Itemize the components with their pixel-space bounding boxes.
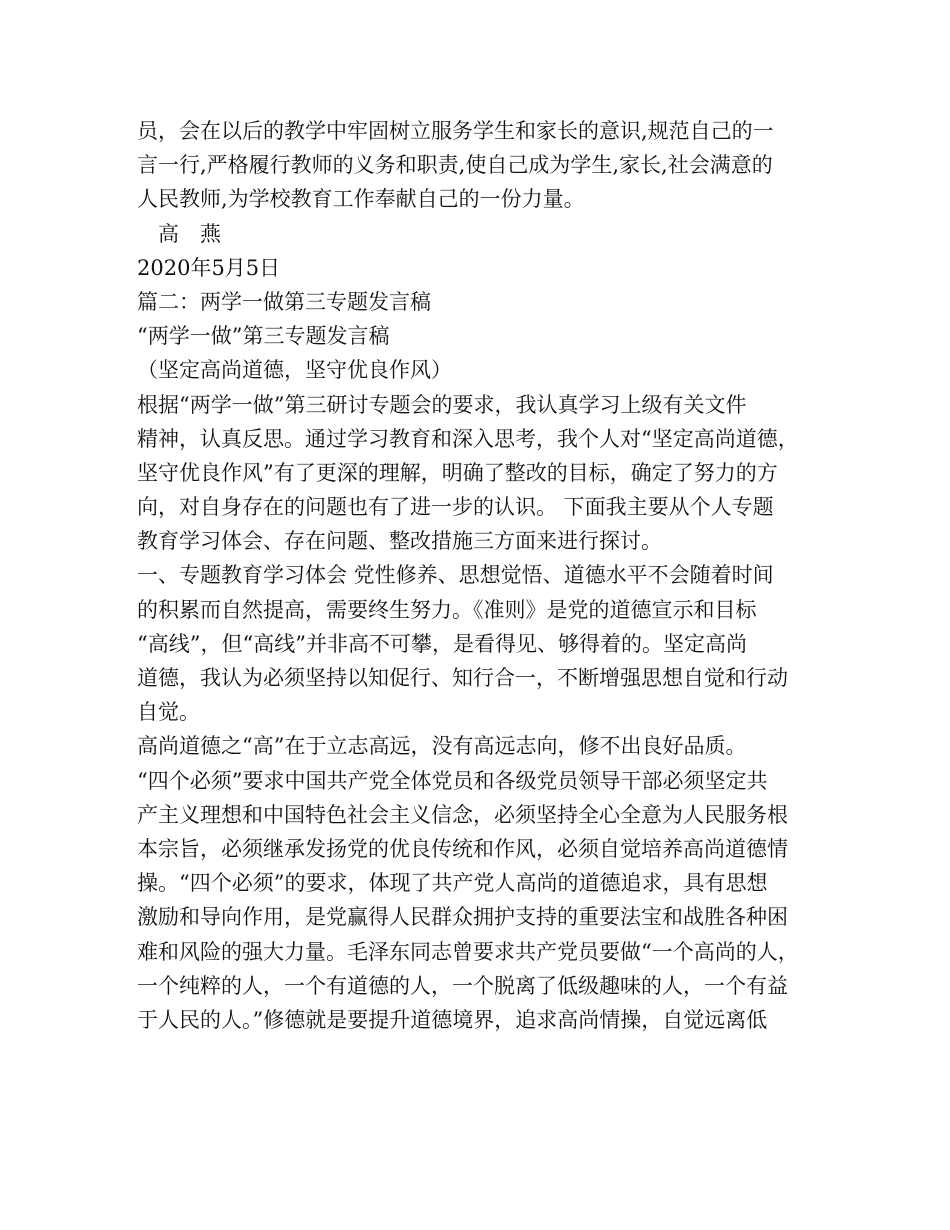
text-line: 一、专题教育学习体会 党性修养、思想觉悟、道德水平不会随着时间 (137, 563, 774, 588)
speech-subtitle: （坚定高尚道德，坚守优良作风） (137, 358, 452, 383)
text-line: 的积累而自然提高，需要终生努力。《准则》是党的道德宣示和目标 (137, 597, 757, 622)
text-line: 教育学习体会、存在问题、整改措施三方面来进行探讨。 (137, 529, 662, 554)
text-line: 产主义理想和中国特色社会主义信念，必须坚持全心全意为人民服务根 (137, 802, 788, 827)
text-line: “高线”，但“高线”并非高不可攀，是看得见、够得着的。坚定高尚 (137, 631, 747, 656)
section-heading: 篇二：两学一做第三专题发言稿 (137, 289, 431, 314)
text-line: 精神，认真反思。通过学习教育和深入思考，我个人对“坚定高尚道德， (137, 426, 799, 451)
text-line: 难和风险的强大力量。毛泽东同志曾要求共产党员要做“一个高尚的人， (137, 939, 799, 964)
text-line: 本宗旨，必须继承发扬党的优良传统和作风，必须自觉培养高尚道德情 (137, 836, 788, 861)
text-line: 人民教师,为学校教育工作奉献自己的一份力量。 (137, 187, 585, 212)
text-line: 向，对自身存在的问题也有了进一步的认识。 下面我主要从个人专题 (137, 495, 774, 520)
signature-date: 2020年5月5日 (137, 255, 281, 280)
speech-title: “两学一做”第三专题发言稿 (137, 324, 390, 349)
signature-name: 高 燕 (137, 221, 221, 246)
text-line: 于人民的人。”修德就是要提升道德境界，追求高尚情操，自觉远离低 (137, 1007, 768, 1032)
text-line: 员，会在以后的教学中牢固树立服务学生和家长的意识,规范自己的一 (137, 119, 774, 143)
text-line: 一个纯粹的人，一个有道德的人，一个脱离了低级趣味的人，一个有益 (137, 973, 788, 998)
text-line: 道德，我认为必须坚持以知促行、知行合一，不断增强思想自觉和行动 (137, 666, 788, 690)
text-line: 高尚道德之“高”在于立志高远，没有高远志向，修不出良好品质。 (137, 734, 747, 759)
text-line: 坚守优良作风”有了更深的理解，明确了整改的目标，确定了努力的方 (137, 460, 778, 485)
text-line: 操。“四个必须”的要求，体现了共产党人高尚的道德追求，具有思想 (137, 871, 768, 896)
text-line: 激励和导向作用，是党赢得人民群众拥护支持的重要法宝和战胜各种困 (137, 905, 788, 930)
text-line: 自觉。 (137, 700, 200, 725)
text-line: “四个必须”要求中国共产党全体党员和各级党员领导干部必须坚定共 (137, 768, 768, 793)
text-line: 根据“两学一做”第三研讨专题会的要求，我认真学习上级有关文件 (137, 392, 747, 417)
text-line: 言一行,严格履行教师的义务和职责,使自己成为学生,家长,社会满意的 (137, 153, 773, 178)
document-body (137, 114, 827, 1037)
